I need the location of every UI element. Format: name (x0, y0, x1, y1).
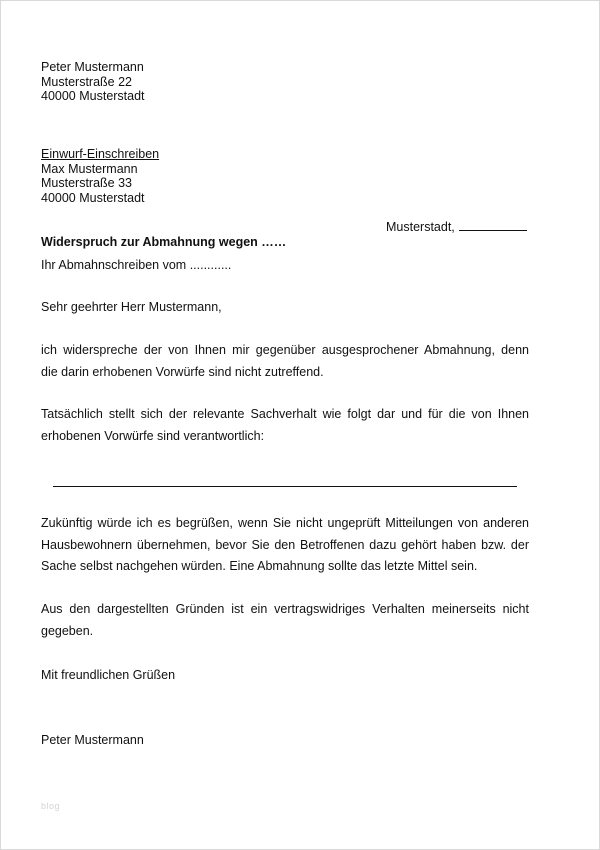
paragraph-4 (41, 599, 529, 642)
recipient-city: 40000 Musterstadt (41, 190, 145, 205)
closing: Mit freundlichen Grüßen (41, 668, 176, 682)
paragraph-line: Sache selbst nachgehen würden. Eine Abmahnung sollte das letzte Mittel sein. (41, 559, 478, 573)
date-place: Musterstadt, (386, 220, 455, 234)
sender-name: Peter Mustermann (41, 60, 144, 74)
paragraph-line: Tatsächlich stellt sich der relevante Sachverhalt wie folgt dar und für die von Ihnen (41, 407, 529, 421)
paragraph-line: Aus den dargestellten Gründen ist ein vertragswidriges Verhalten meinerseits nicht (41, 602, 529, 616)
paragraph-1 (41, 340, 529, 383)
recipient-street: Musterstraße 33 (41, 176, 133, 190)
sender-address (41, 60, 529, 104)
signature-name: Peter Mustermann (41, 733, 144, 747)
fill-in-line (53, 486, 517, 487)
paragraph-line: die darin erhobenen Vorwürfe sind nicht zutreffend. (41, 364, 324, 379)
delivery-method: Einwurf-Einschreiben (41, 147, 160, 161)
paragraph-line: gegeben. (41, 623, 94, 638)
paragraph-line: Zukünftig würde ich es begrüßen, wenn Sie nicht ungeprüft Mitteilungen von anderen (41, 516, 529, 530)
paragraph-3 (41, 513, 529, 578)
sender-street: Musterstraße 22 (41, 74, 133, 89)
subject-line: Widerspruch zur Abmahnung wegen …… (41, 235, 287, 249)
salutation: Sehr geehrter Herr Mustermann, (41, 300, 222, 314)
date-blank (459, 220, 527, 231)
recipient-name: Max Mustermann (41, 161, 138, 176)
date-line (386, 220, 527, 235)
recipient-address (41, 147, 529, 205)
paragraph-line: erhobenen Vorwürfe sind verantwortlich: (41, 428, 265, 443)
paragraph-2 (41, 404, 529, 447)
paragraph-line: Hausbewohnern übernehmen, bevor Sie den Betroffenen dazu gehört haben bzw. der (41, 537, 529, 552)
sender-city: 40000 Musterstadt (41, 89, 145, 103)
watermark: blog (41, 801, 61, 811)
paragraph-line: ich widerspreche der von Ihnen mir gegenüber ausgesprochener Abmahnung, denn (41, 343, 529, 357)
reference-line: Ihr Abmahnschreiben vom ............ (41, 258, 232, 272)
